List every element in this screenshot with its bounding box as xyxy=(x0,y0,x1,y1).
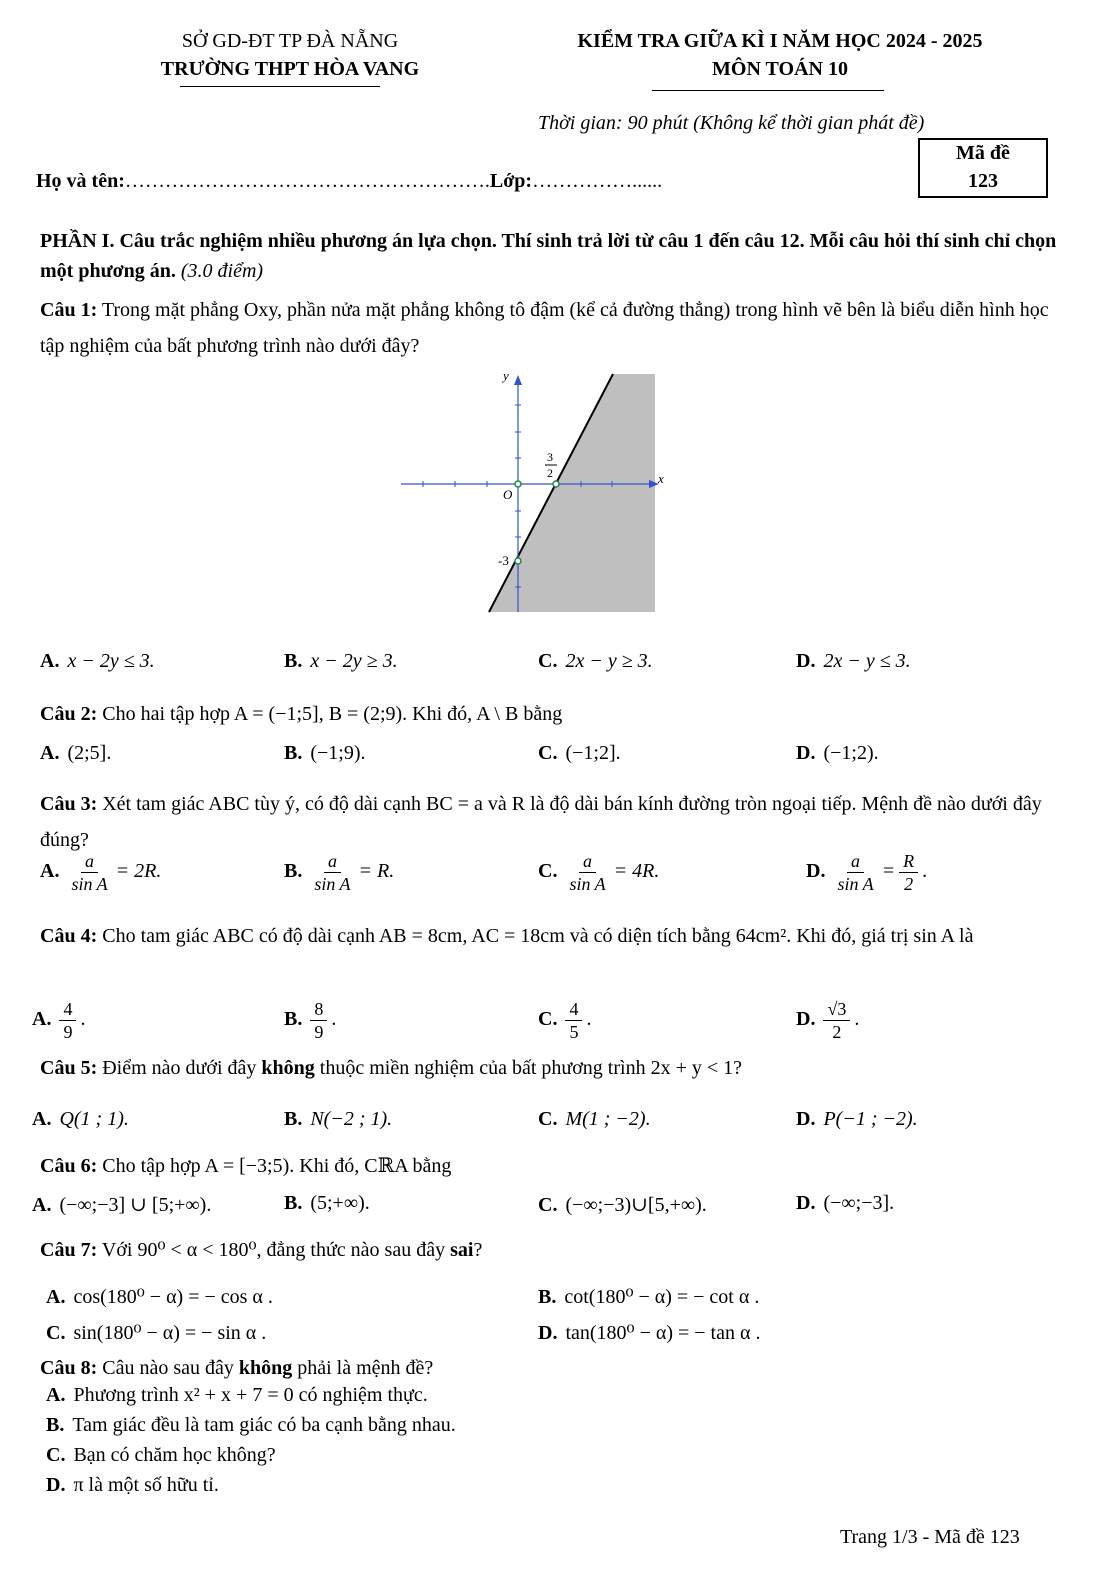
school-dept: SỞ GD-ĐT TP ĐÀ NẴNG xyxy=(181,30,399,52)
q1-y-intercept-point xyxy=(515,558,521,564)
q2-text: Cho hai tập hợp A = (−1;5], B = (2;9). Khi đó, A \ B bằng xyxy=(102,703,563,725)
q6-label: Câu 6: xyxy=(40,1155,98,1177)
class-label: Lớp: xyxy=(489,170,533,192)
question-6 xyxy=(40,1148,1060,1184)
q8-option-d[interactable]: D. π là một số hữu tỉ. xyxy=(46,1474,219,1496)
q7-option-b[interactable]: B. cot(180⁰ − α) = − cot α . xyxy=(538,1286,760,1308)
q1-origin-point xyxy=(515,481,521,487)
exam-time: Thời gian: 90 phút (Không kể thời gian phát đề) xyxy=(538,112,925,134)
q1-tick-x-num: 3 xyxy=(547,450,553,464)
name-label: Họ và tên: xyxy=(36,170,125,192)
exam-code-value: 123 xyxy=(968,170,998,192)
student-info xyxy=(36,170,662,193)
page-footer: Trang 1/3 - Mã đề 123 xyxy=(840,1526,1020,1548)
q1-tick-x-den: 2 xyxy=(547,466,553,480)
q1-x-label: x xyxy=(658,471,664,486)
q1-text: Trong mặt phẳng Oxy, phần nửa mặt phẳng không tô đậm (kể cả đường thẳng) trong hình vẽ bên là biểu diễn hình học tập nghiệm của bất phương trình nào dưới đây? xyxy=(40,299,1049,357)
q4-option-d[interactable]: D. $\frac{√3}{2}$ . xyxy=(796,999,860,1042)
q2-label: Câu 2: xyxy=(40,703,98,725)
q6-text: Cho tập hợp A = [−3;5). Khi đó, CℝA bằng xyxy=(102,1155,452,1177)
q5-option-a[interactable]: A. Q(1 ; 1). xyxy=(32,1108,129,1130)
q2-option-d[interactable]: D. (−1;2). xyxy=(796,742,879,764)
question-4 xyxy=(40,918,1060,954)
header-left-underline xyxy=(180,86,380,87)
q8-option-b[interactable]: B. Tam giác đều là tam giác có ba cạnh bằng nhau. xyxy=(46,1414,456,1436)
q1-shaded-region xyxy=(489,374,655,612)
q1-y-arrow-icon xyxy=(514,375,522,385)
question-7: Câu 7: Với 90⁰ < α < 180⁰, đẳng thức nào sau đây sai? xyxy=(40,1239,483,1261)
q6-option-a[interactable]: A. (−∞;−3] ∪ [5;+∞). xyxy=(32,1194,212,1216)
q6-option-c[interactable]: C. (−∞;−3)∪[5,+∞). xyxy=(538,1194,707,1216)
class-field[interactable]: ……………...... xyxy=(532,170,663,192)
q1-option-b[interactable]: B. x − 2y ≥ 3. xyxy=(284,650,398,672)
part1-heading: PHẦN I. Câu trắc nghiệm nhiều phương án lựa chọn. Thí sinh trả lời từ câu 1 đến câu 12. Mỗi câu hỏi thí sinh chỉ chọn một phương án. (3.0 điểm) xyxy=(40,230,1057,282)
q5-option-b[interactable]: B. N(−2 ; 1). xyxy=(284,1108,393,1130)
q7-option-a[interactable]: A. cos(180⁰ − α) = − cos α . xyxy=(46,1286,273,1308)
q1-y-label: y xyxy=(503,368,509,383)
q8-option-c[interactable]: C. Bạn có chăm học không? xyxy=(46,1444,276,1466)
q3-option-a[interactable]: A. $\frac{a}{\text{sin A}}$ = 2R. xyxy=(40,851,162,894)
q7-option-d[interactable]: D. tan(180⁰ − α) = − tan α . xyxy=(538,1322,761,1344)
q7-label: Câu 7: xyxy=(40,1239,98,1261)
question-5: Câu 5: Điểm nào dưới đây không thuộc miền nghiệm của bất phương trình 2x + y < 1? xyxy=(40,1057,743,1079)
subject-title: MÔN TOÁN 10 xyxy=(712,58,848,80)
q1-x-intercept-point xyxy=(553,481,559,487)
q1-option-c[interactable]: C. 2x − y ≥ 3. xyxy=(538,650,653,672)
q4-option-a[interactable]: A. $\frac{4}{9}$ . xyxy=(32,999,86,1042)
q1-option-a[interactable]: A. x − 2y ≤ 3. xyxy=(40,650,155,672)
question-2 xyxy=(40,696,1060,732)
q3-option-c[interactable]: C. $\frac{a}{\text{sin A}}$ = 4R. xyxy=(538,851,660,894)
question-1 xyxy=(40,292,1060,364)
q4-text: Cho tam giác ABC có độ dài cạnh AB = 8cm, AC = 18cm và có diện tích bằng 64cm². Khi đó, giá trị sin A là xyxy=(102,925,974,947)
q8-option-a[interactable]: A. Phương trình x² + x + 7 = 0 có nghiệm thực. xyxy=(46,1384,428,1406)
q4-label: Câu 4: xyxy=(40,925,98,947)
q4-option-b[interactable]: B. $\frac{8}{9}$ . xyxy=(284,999,337,1042)
q3-option-b[interactable]: B. $\frac{a}{\text{sin A}}$ = R. xyxy=(284,851,395,894)
q7-option-c[interactable]: C. sin(180⁰ − α) = − sin α . xyxy=(46,1322,267,1344)
question-3 xyxy=(40,786,1060,858)
q3-option-d[interactable]: D. $\frac{a}{\text{sin A}}$ = $\frac{R}{2}$ . xyxy=(806,851,928,894)
q2-option-a[interactable]: A. (2;5]. xyxy=(40,742,112,764)
q8-label: Câu 8: xyxy=(40,1357,98,1379)
q4-option-c[interactable]: C. $\frac{4}{5}$ . xyxy=(538,999,592,1042)
exam-code-label: Mã đề xyxy=(956,142,1010,164)
q6-option-d[interactable]: D. (−∞;−3]. xyxy=(796,1192,895,1214)
q1-graph xyxy=(395,365,665,617)
school-name: TRƯỜNG THPT HÒA VANG xyxy=(160,58,420,80)
q2-option-b[interactable]: B. (−1;9). xyxy=(284,742,366,764)
q3-label: Câu 3: xyxy=(40,793,98,815)
name-field[interactable]: ………………………………………………. xyxy=(124,170,490,192)
q1-tick-y: -3 xyxy=(498,553,509,568)
q1-option-d[interactable]: D. 2x − y ≤ 3. xyxy=(796,650,911,672)
q2-option-c[interactable]: C. (−1;2]. xyxy=(538,742,621,764)
q1-label: Câu 1: xyxy=(40,299,98,321)
q3-text: Xét tam giác ABC tùy ý, có độ dài cạnh BC = a và R là độ dài bán kính đường tròn ngoại tiếp. Mệnh đề nào dưới đây đúng? xyxy=(40,793,1042,851)
q5-option-c[interactable]: C. M(1 ; −2). xyxy=(538,1108,651,1130)
q5-label: Câu 5: xyxy=(40,1057,98,1079)
exam-title: KIỂM TRA GIỮA KÌ I NĂM HỌC 2024 - 2025 xyxy=(577,30,983,52)
q1-origin-label: O xyxy=(503,487,513,502)
question-8: Câu 8: Câu nào sau đây không phải là mệnh đề? xyxy=(40,1357,434,1379)
header-right-underline xyxy=(652,90,884,91)
q5-option-d[interactable]: D. P(−1 ; −2). xyxy=(796,1108,918,1130)
q6-option-b[interactable]: B. (5;+∞). xyxy=(284,1192,370,1214)
